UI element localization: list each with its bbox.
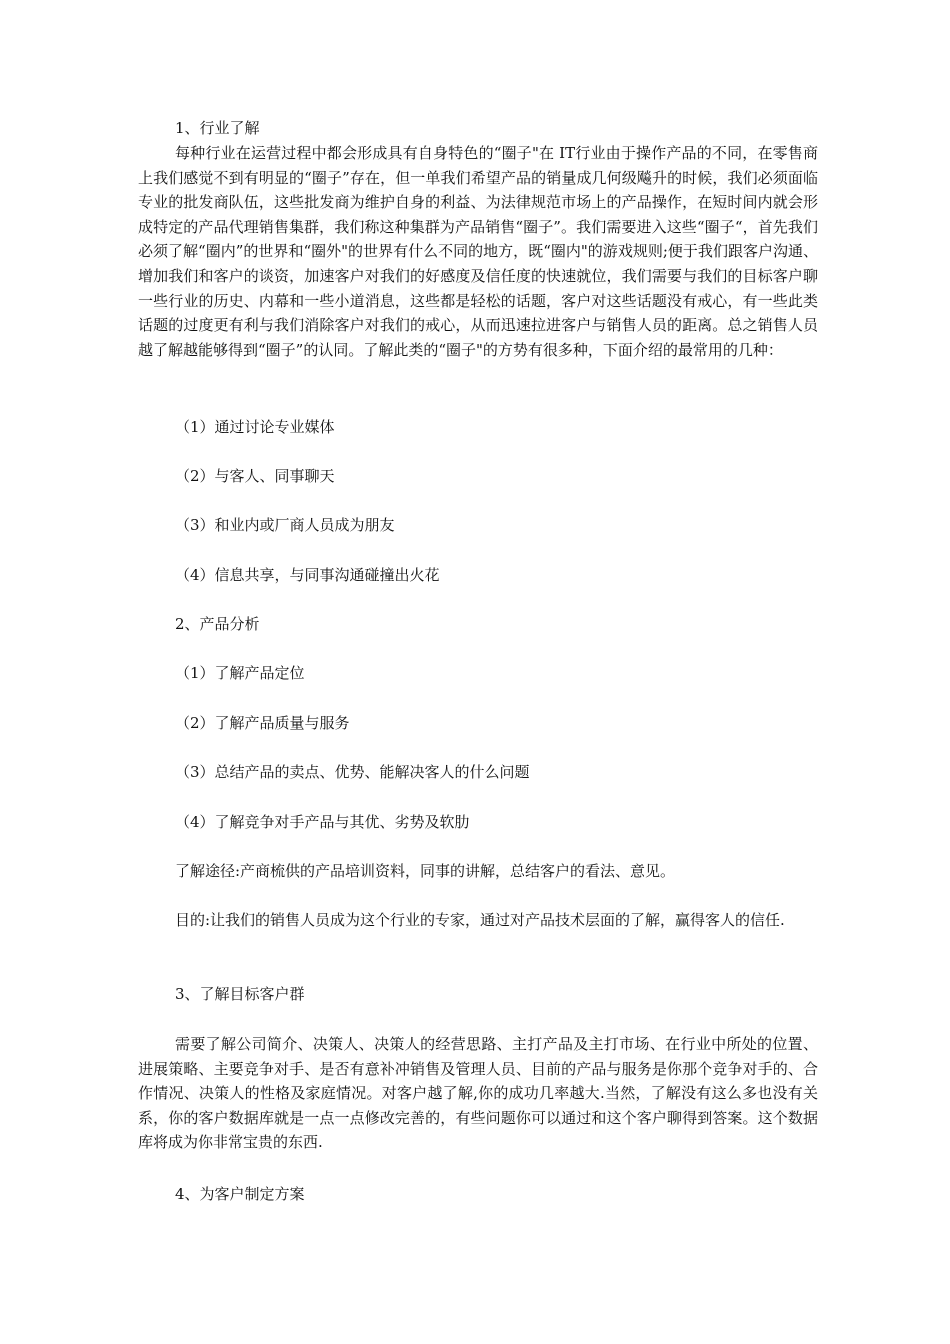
section-2-item-4: （4）了解竞争对手产品与其优、劣势及软肋	[175, 813, 470, 831]
section-3-paragraph: 需要了解公司简介、决策人、决策人的经营思路、主打产品及主打市场、在行业中所处的位置、进展策略、主要竞争对手、是否有意补冲销售及管理人员、目前的产品与服务是你那个竞争对手的、合作情况、决策人的性格及家庭情况。对客户越了解,你的成功几率越大.当然，了解没有这么多也没有关系，你的客户数据库就是一点一点修改完善的，有些问题你可以通过和这个客户聊得到答案。这个数据库将成为你非常宝贵的东西.	[138, 1035, 818, 1152]
section-1-item-2: （2）与客人、同事聊天	[175, 467, 335, 485]
section-2-item-3: （3）总结产品的卖点、优势、能解决客人的什么问题	[175, 763, 530, 781]
section-2-approach: 了解途径:产商梳供的产品培训资料，同事的讲解，总结客户的看法、意见。	[175, 862, 676, 880]
section-1-item-4: （4）信息共享，与同事沟通碰撞出火花	[175, 566, 440, 584]
section-4-heading: 4、为客户制定方案	[175, 1185, 305, 1203]
section-2-item-2: （2）了解产品质量与服务	[175, 714, 350, 732]
section-3-heading: 3、了解目标客户群	[175, 985, 305, 1003]
section-1-item-1: （1）通过讨论专业媒体	[175, 418, 335, 436]
section-1-item-3: （3）和业内或厂商人员成为朋友	[175, 516, 395, 534]
section-1-paragraph: 每种行业在运营过程中都会形成具有自身特色的“圈子"在 IT行业由于操作产品的不同，在零售商上我们感觉不到有明显的“圈子”存在，但一单我们希望产品的销量成几何级飚升的时候，我们必须面临专业的批发商队伍，这些批发商为维护自身的利益、为法律规范市场上的产品操作，在短时间内就会形成特定的产品代理销售集群，我们称这种集群为产品销售“圈子”。我们需要进入这些“圈子“，首先我们必须了解“圈内”的世界和“圈外"的世界有什么不同的地方，既“圈内"的游戏规则;便于我们跟客户沟通、增加我们和客户的谈资，加速客户对我们的好感度及信任度的快速就位，我们需要与我们的目标客户聊一些行业的历史、内幕和一些小道消息，这些都是轻松的话题，客户对这些话题没有戒心，有一些此类话题的过度更有利与我们消除客户对我们的戒心，从而迅速拉进客户与销售人员的距离。总之销售人员越了解越能够得到“圈子”的认同。了解此类的“圈子"的方势有很多种，下面介绍的最常用的几种：	[138, 144, 818, 359]
section-2-heading: 2、产品分析	[175, 615, 260, 633]
section-2-item-1: （1）了解产品定位	[175, 664, 305, 682]
section-2-goal: 目的:让我们的销售人员成为这个行业的专家，通过对产品技术层面的了解，赢得客人的信任.	[175, 911, 785, 929]
section-1-heading: 1、行业了解	[175, 119, 260, 137]
